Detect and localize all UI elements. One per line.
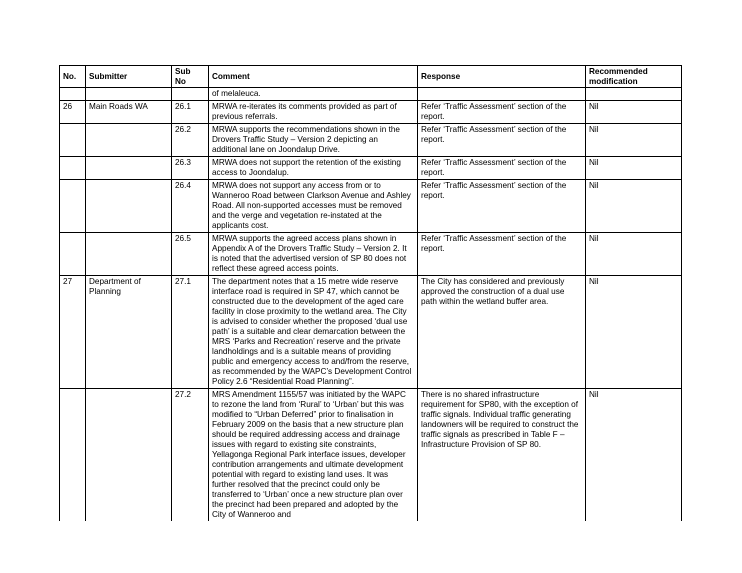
cell-response: Refer ‘Traffic Assessment’ section of the report. xyxy=(418,101,586,124)
header-submitter: Submitter xyxy=(86,66,172,88)
cell-no: 26 xyxy=(60,101,86,124)
cell-no: 27 xyxy=(60,276,86,389)
cell-modification: Nil xyxy=(586,276,682,389)
cell-submitter xyxy=(86,389,172,522)
header-sub-no-line2: No xyxy=(175,76,186,86)
table-row xyxy=(60,124,682,157)
table-row xyxy=(60,157,682,180)
header-sub-no xyxy=(172,66,209,88)
cell-response: There is no shared infrastructure requirement for SP80, with the exception of traffic signals. Individual traffic generating landowners will be required to construct the traffic signals as prescribed in Table F – Infrastructure Provision of SP 80. xyxy=(418,389,586,522)
cell-response xyxy=(418,88,586,101)
cell-comment: MRWA re-iterates its comments provided as part of previous referrals. xyxy=(209,101,418,124)
cell-comment: MRWA does not support any access from or to Wanneroo Road between Clarkson Avenue and Ashley Road. All non-supported accesses must be removed and the verge and vegetation re-instated at the applicants cost. xyxy=(209,180,418,233)
cell-comment: MRS Amendment 1155/57 was initiated by the WAPC to rezone the land from ‘Rural’ to ‘Urban’ but this was modified to “Urban Deferred” prior to finalisation in February 2009 on the basis that a new structure plan should be required addressing access and drainage issues with regard to existing site constraints, Yellagonga Regional Park interface issues, developer contribution arrangements and ultimate development potential with regard to existing land uses. It was further resolved that the precinct could only be transferred to ‘Urban’ once a new structure plan over the precinct had been prepared and adopted by the City of Wanneroo and xyxy=(209,389,418,522)
table-row xyxy=(60,276,682,389)
cell-no xyxy=(60,157,86,180)
cell-modification xyxy=(586,88,682,101)
cell-response: Refer ‘Traffic Assessment’ section of the report. xyxy=(418,124,586,157)
table-row xyxy=(60,389,682,522)
cell-no xyxy=(60,180,86,233)
table-row xyxy=(60,180,682,233)
header-no: No. xyxy=(60,66,86,88)
header-response: Response xyxy=(418,66,586,88)
cell-response: Refer ‘Traffic Assessment’ section of the report. xyxy=(418,233,586,276)
cell-modification: Nil xyxy=(586,233,682,276)
cell-submitter xyxy=(86,180,172,233)
cell-sub-no: 26.3 xyxy=(172,157,209,180)
cell-modification: Nil xyxy=(586,157,682,180)
cell-comment: of melaleuca. xyxy=(209,88,418,101)
header-comment: Comment xyxy=(209,66,418,88)
cell-comment: The department notes that a 15 metre wide reserve interface road is required in SP 47, which cannot be constructed due to the development of the aged care facility in close proximity to the wetland area. The City is advised to consider whether the proposed ‘dual use path’ is a suitable and clear demarcation between the MRS ‘Parks and Recreation’ reserve and the private landholdings and is a suitable means of providing public and emergency access to and/from the reserve, as recommended by the WAPC’s Development Control Policy 2.6 “Residential Road Planning”. xyxy=(209,276,418,389)
cell-submitter xyxy=(86,157,172,180)
cell-submitter xyxy=(86,88,172,101)
cell-sub-no: 26.4 xyxy=(172,180,209,233)
cell-comment: MRWA supports the recommendations shown in the Drovers Traffic Study – Version 2 depicting an additional lane on Joondalup Drive. xyxy=(209,124,418,157)
cell-sub-no: 26.2 xyxy=(172,124,209,157)
cell-submitter: Main Roads WA xyxy=(86,101,172,124)
table-row xyxy=(60,233,682,276)
cell-modification: Nil xyxy=(586,389,682,522)
cell-no xyxy=(60,124,86,157)
cell-comment: MRWA does not support the retention of the existing access to Joondalup. xyxy=(209,157,418,180)
cell-sub-no: 27.2 xyxy=(172,389,209,522)
cell-response: Refer ‘Traffic Assessment’ section of the report. xyxy=(418,180,586,233)
cell-no xyxy=(60,233,86,276)
table-row xyxy=(60,88,682,101)
header-recommended-modification: Recommended modification xyxy=(586,66,682,88)
cell-submitter xyxy=(86,233,172,276)
cell-response: Refer ‘Traffic Assessment’ section of the report. xyxy=(418,157,586,180)
cell-no xyxy=(60,389,86,522)
table-row xyxy=(60,101,682,124)
submissions-table xyxy=(59,65,682,521)
cell-sub-no xyxy=(172,88,209,101)
cell-comment: MRWA supports the agreed access plans shown in Appendix A of the Drovers Traffic Study – Version 2. It is noted that the advertised version of SP 80 does not reflect these agreed access points. xyxy=(209,233,418,276)
cell-no xyxy=(60,88,86,101)
cell-response: The City has considered and previously approved the construction of a dual use path within the wetland buffer area. xyxy=(418,276,586,389)
cell-modification: Nil xyxy=(586,180,682,233)
cell-sub-no: 26.1 xyxy=(172,101,209,124)
cell-modification: Nil xyxy=(586,124,682,157)
cell-submitter xyxy=(86,124,172,157)
header-sub-no-line1: Sub xyxy=(175,66,191,76)
cell-submitter: Department of Planning xyxy=(86,276,172,389)
header-row xyxy=(60,66,682,88)
cell-sub-no: 26.5 xyxy=(172,233,209,276)
cell-modification: Nil xyxy=(586,101,682,124)
cell-sub-no: 27.1 xyxy=(172,276,209,389)
